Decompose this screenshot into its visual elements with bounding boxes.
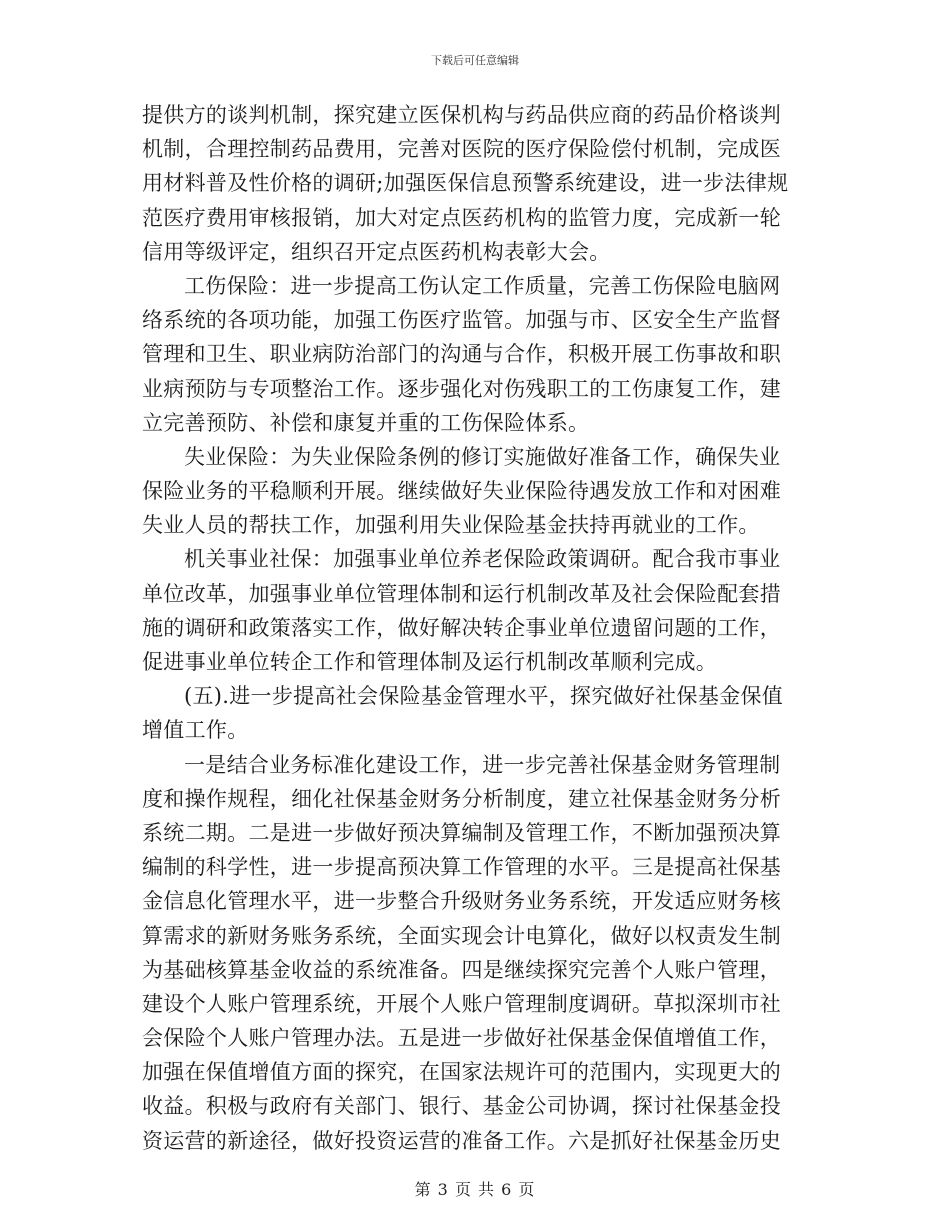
text-line: 业病预防与专项整治工作。逐步强化对伤残职工的工伤康复工作，建 <box>142 376 781 401</box>
text-line: 系统二期。二是进一步做好预决算编制及管理工作，不断加强预决算 <box>142 820 781 845</box>
text-line: 施的调研和政策落实工作，做好解决转企事业单位遗留问题的工作， <box>142 615 781 640</box>
text-line: 一是结合业务标准化建设工作，进一步完善社保基金财务管理制 <box>184 752 781 777</box>
text-line: 保险业务的平稳顺利开展。继续做好失业保险待遇发放工作和对困难 <box>142 479 781 504</box>
text-line: 机关事业社保：加强事业单位养老保险政策调研。配合我市事业 <box>184 547 781 572</box>
text-line: 信用等级评定，组织召开定点医药机构表彰大会。 <box>142 239 611 264</box>
text-line: 立完善预防、补偿和康复并重的工伤保险体系。 <box>142 410 590 435</box>
text-line: 范医疗费用审核报销，加大对定点医药机构的监管力度，完成新一轮 <box>142 205 781 230</box>
text-line: 收益。积极与政府有关部门、银行、基金公司协调，探讨社保基金投 <box>142 1094 781 1119</box>
text-line: 度和操作规程，细化社保基金财务分析制度，建立社保基金财务分析 <box>142 786 781 811</box>
text-line: 为基础核算基金收益的系统准备。四是继续探究完善个人账户管理， <box>142 957 781 982</box>
text-line: 失业人员的帮扶工作，加强利用失业保险基金扶持再就业的工作。 <box>142 513 760 538</box>
text-line: 失业保险：为失业保险条例的修订实施做好准备工作，确保失业 <box>184 444 781 469</box>
text-line: 算需求的新财务账务系统，全面实现会计电算化，做好以权责发生制 <box>142 923 781 948</box>
page-footer: 第 3 页 共 6 页 <box>414 1180 536 1199</box>
text-line: 单位改革，加强事业单位管理体制和运行机制改革及社会保险配套措 <box>142 581 781 606</box>
text-line: 资运营的新途径，做好投资运营的准备工作。六是抓好社保基金历史 <box>142 1128 781 1153</box>
text-line: 机制，合理控制药品费用，完善对医院的医疗保险偿付机制，完成医 <box>142 137 781 162</box>
page-header: 下载后可任意编辑 <box>431 54 519 67</box>
text-line: 络系统的各项功能，加强工伤医疗监管。加强与市、区安全生产监督 <box>142 308 781 333</box>
text-line: 金信息化管理水平，进一步整合升级财务业务系统，开发适应财务核 <box>142 889 781 914</box>
text-line: 工伤保险：进一步提高工伤认定工作质量，完善工伤保险电脑网 <box>184 273 781 298</box>
text-line: 加强在保值增值方面的探究，在国家法规许可的范围内，实现更大的 <box>142 1060 781 1085</box>
text-line: 提供方的谈判机制，探究建立医保机构与药品供应商的药品价格谈判 <box>142 103 781 127</box>
text-line: 促进事业单位转企工作和管理体制及运行机制改革顺利完成。 <box>142 650 718 674</box>
text-line: 建设个人账户管理系统，开展个人账户管理制度调研。草拟深圳市社 <box>142 991 781 1016</box>
text-line: 用材料普及性价格的调研;加强医保信息预警系统建设，进一步法律规 <box>142 171 789 196</box>
text-line: 管理和卫生、职业病防治部门的沟通与合作，积极开展工伤事故和职 <box>142 342 781 367</box>
document-body <box>142 98 812 1158</box>
text-line: 增值工作。 <box>142 718 249 743</box>
text-line: 编制的科学性，进一步提高预决算工作管理的水平。三是提高社保基 <box>142 855 781 880</box>
text-line: 会保险个人账户管理办法。五是进一步做好社保基金保值增值工作， <box>142 1026 781 1051</box>
text-line: (五).进一步提高社会保险基金管理水平，探究做好社保基金保值 <box>184 684 784 709</box>
